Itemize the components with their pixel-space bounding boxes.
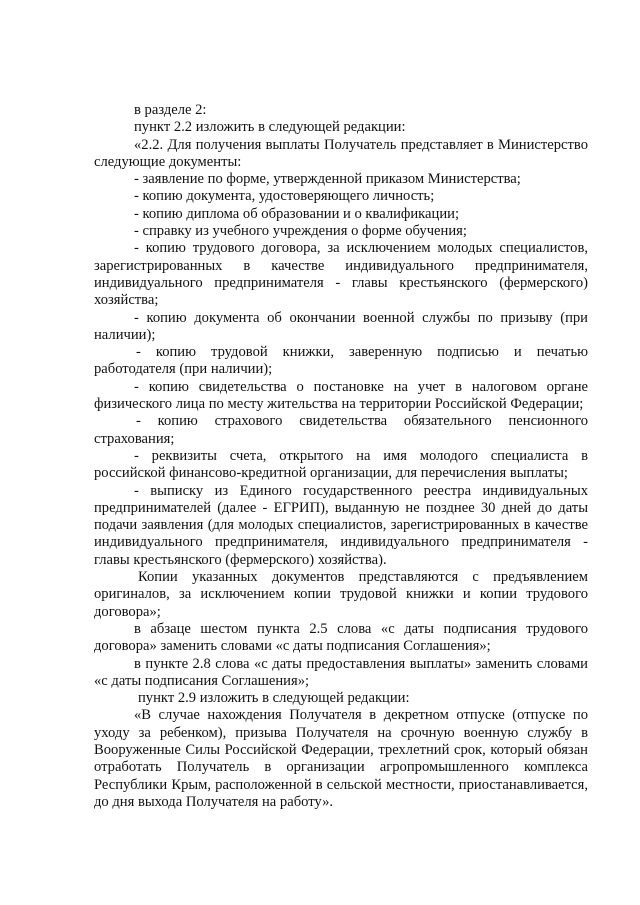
list-item-work-book: - копию трудовой книжки, заверенную подписью и печатью работодателя (при наличии); [94, 344, 588, 378]
list-item-tax-registration: - копию свидетельства о постановке на учет в налоговом органе физического лица по месту жительства на территории Российской Федерации; [94, 378, 588, 413]
paragraph-item-2-2: «2.2. Для получения выплаты Получатель представляет в Министерство следующие документы: [94, 136, 588, 170]
list-item-military-service: - копию документа об окончании военной службы по призыву (при наличии); [94, 309, 588, 343]
document-body [94, 102, 588, 811]
list-item-bank-details: - реквизиты счета, открытого на имя молодого специалиста в российской финансово-кредитной организации, для перечисления выплаты; [94, 447, 588, 482]
list-item-study-certificate: - справку из учебного учреждения о форме обучения; [134, 223, 467, 240]
paragraph-item-2-8: в пункте 2.8 слова «с даты предоставления выплаты» заменить словами «с даты подписания Соглашения»; [94, 655, 588, 689]
list-item-identity: - копию документа, удостоверяющего личность; [134, 188, 435, 205]
list-item-labor-contract: - копию трудового договора, за исключением молодых специалистов, зарегистрированных в качестве индивидуального предпринимателя, индивидуального предпринимателя - главы крестьянского (фермерского) хозяйства; [94, 240, 588, 309]
list-item-application: - заявление по форме, утвержденной приказом Министерства; [134, 171, 521, 188]
paragraph-section-2: в разделе 2: [134, 102, 207, 118]
paragraph-copies-note: Копии указанных документов представляются с предъявлением оригиналов, за исключением копии трудовой книжки и копии трудового договора»; [94, 569, 588, 620]
paragraph-item-2-9: «В случае нахождения Получателя в декретном отпуске (отпуске по уходу за ребенком), призыва Получателя на срочную военную службу в Вооруженные Силы Российской Федерации, трехлетний срок, который обязан отработать Получатель в организации агропромышленного комплекса Республики Крым, расположенной в сельской местности, приостанавливается, до дня выхода Получателя на работу». [94, 707, 588, 810]
list-item-diploma: - копию диплома об образовании и о квалификации; [134, 205, 460, 222]
list-item-egrip-extract: - выписку из Единого государственного реестра индивидуальных предпринимателей (далее - ЕГРИП), выданную не позднее 30 дней до даты подачи заявления (для молодых специалистов, зарегистрированных в качестве индивидуального предпринимателя, индивидуального предпринимателя - главы крестьянского (фермерского) хозяйства). [94, 482, 588, 568]
paragraph-item-2-2-intro: пункт 2.2 изложить в следующей редакции: [134, 119, 406, 136]
paragraph-item-2-9-intro: пункт 2.9 изложить в следующей редакции: [138, 690, 410, 707]
paragraph-item-2-5: в абзаце шестом пункта 2.5 слова «с даты подписания трудового договора» заменить словами «с даты подписания Соглашения»; [94, 620, 588, 655]
list-item-pension-certificate: - копию страхового свидетельства обязательного пенсионного страхования; [94, 413, 588, 447]
